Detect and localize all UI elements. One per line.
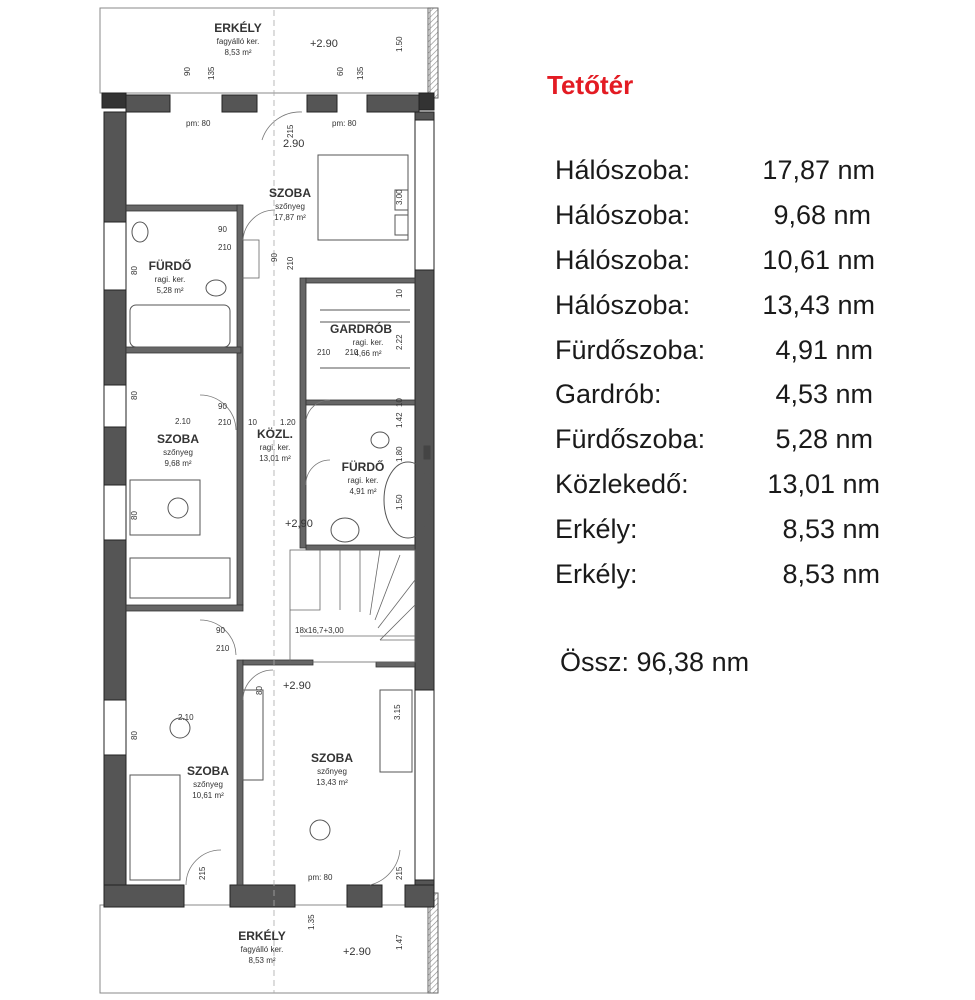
balcony-top-name: ERKÉLY xyxy=(214,21,262,35)
room-3-name: SZOBA xyxy=(157,432,199,446)
room-4-area: 13,01 m² xyxy=(259,454,291,463)
dim: 90 xyxy=(216,626,225,635)
room-7-floor: szőnyeg xyxy=(317,767,347,776)
legend-row-label: Hálószoba: xyxy=(555,245,691,275)
dim: 80 xyxy=(130,511,139,520)
dim: 10 xyxy=(395,289,404,298)
room-2-area: 4,66 m² xyxy=(354,349,382,358)
dim: 2.22 xyxy=(395,334,404,350)
dim: 90 xyxy=(270,253,279,262)
legend-row-value: 5,28 nm xyxy=(775,424,873,454)
dim: 1.20 xyxy=(280,418,296,427)
balcony-bottom-name: ERKÉLY xyxy=(238,929,286,943)
room-7-area: 13,43 m² xyxy=(316,778,348,787)
legend-row-label: Fürdőszoba: xyxy=(555,335,706,365)
room-4-name: KÖZL. xyxy=(257,427,293,441)
legend-row-label: Erkély: xyxy=(555,514,638,544)
dim: 1.35 xyxy=(307,914,316,930)
dim: 215 xyxy=(395,866,404,880)
legend-row-value: 8,53 nm xyxy=(782,514,880,544)
height-mark: +2.90 xyxy=(310,38,338,50)
legend-row-value: 4,91 nm xyxy=(775,335,873,365)
room-2-floor: ragi. ker. xyxy=(352,338,384,347)
dim: 1.50 xyxy=(395,36,404,52)
balcony-top-sub: fagyálló ker. xyxy=(216,37,260,46)
balcony-top xyxy=(100,8,438,98)
balcony-bottom-sub: fagyálló ker. xyxy=(240,945,284,954)
room-3-floor: szőnyeg xyxy=(163,448,193,457)
dim: 90 xyxy=(218,225,227,234)
legend-total: Össz: 96,38 nm xyxy=(560,647,750,677)
legend-row-label: Hálószoba: xyxy=(555,290,691,320)
dim: 215 xyxy=(286,124,295,138)
legend-row-label: Erkély: xyxy=(555,559,638,589)
legend-row-value: 9,68 nm xyxy=(773,200,871,230)
height-marks xyxy=(283,38,371,958)
legend-row-label: Hálószoba: xyxy=(555,200,691,230)
room-6-floor: szőnyeg xyxy=(193,780,223,789)
dim: 135 xyxy=(356,66,365,80)
room-3-area: 9,68 m² xyxy=(164,459,192,468)
height-mark: +2.90 xyxy=(283,680,311,692)
dim: 1.42 xyxy=(395,412,404,428)
legend-row-label: Közlekedő: xyxy=(555,469,689,499)
room-1-name: FÜRDŐ xyxy=(148,259,192,273)
balcony-bottom xyxy=(100,893,438,993)
dim: 210 xyxy=(345,348,359,357)
legend-row-label: Hálószoba: xyxy=(555,155,691,185)
dim: 80 xyxy=(255,686,264,695)
dim: pm: 80 xyxy=(332,119,357,128)
dim: 1.47 xyxy=(395,934,404,950)
dim: 135 xyxy=(207,66,216,80)
room-5-area: 4,91 m² xyxy=(349,487,377,496)
height-mark: +2,90 xyxy=(285,518,313,530)
dim: 210 xyxy=(218,418,232,427)
dim: 215 xyxy=(198,866,207,880)
dim: 2.10 xyxy=(178,713,194,722)
dim: 60 xyxy=(336,67,345,76)
dim: 210 xyxy=(286,256,295,270)
legend-row-value: 8,53 nm xyxy=(782,559,880,589)
dim: 1.80 xyxy=(395,446,404,462)
room-0-floor: szőnyeg xyxy=(275,202,305,211)
height-mark: 2.90 xyxy=(283,138,305,150)
stair xyxy=(290,550,415,662)
legend-row-value: 4,53 nm xyxy=(775,379,873,409)
room-5-floor: ragi. ker. xyxy=(347,476,379,485)
dim: 80 xyxy=(130,391,139,400)
legend-row-value: 13,43 nm xyxy=(762,290,875,320)
dim: 90 xyxy=(218,402,227,411)
balcony-bottom-area: 8,53 m² xyxy=(248,956,276,965)
height-mark: +2.90 xyxy=(343,946,371,958)
dim: 80 xyxy=(130,266,139,275)
dim: 210 xyxy=(216,644,230,653)
dim: 10 xyxy=(248,418,257,427)
dim: 1.50 xyxy=(395,494,404,510)
room-labels xyxy=(149,20,393,965)
stair-label: 18x16,7+3,00 xyxy=(295,626,344,635)
legend-row-label: Gardrób: xyxy=(555,379,662,409)
dim: 210 xyxy=(317,348,331,357)
legend-row-value: 13,01 nm xyxy=(767,469,880,499)
room-0-area: 17,87 m² xyxy=(274,213,306,222)
legend-row-value: 10,61 nm xyxy=(762,245,875,275)
room-0-name: SZOBA xyxy=(269,186,311,200)
room-2-name: GARDRÓB xyxy=(330,322,392,336)
room-1-floor: ragi. ker. xyxy=(154,275,186,284)
legend-title: Tetőtér xyxy=(547,70,634,100)
dim: pm: 80 xyxy=(308,873,333,882)
room-6-area: 10,61 m² xyxy=(192,791,224,800)
dim: 10 xyxy=(395,398,404,407)
dim: 3.00 xyxy=(395,189,404,205)
room-6-name: SZOBA xyxy=(187,764,229,778)
dim: 210 xyxy=(218,243,232,252)
legend-row-value: 17,87 nm xyxy=(762,155,875,185)
room-5-name: FÜRDŐ xyxy=(341,460,385,474)
dim: 90 xyxy=(183,67,192,76)
dim: 2.10 xyxy=(175,417,191,426)
interior-walls xyxy=(126,205,415,885)
room-7-name: SZOBA xyxy=(311,751,353,765)
room-1-area: 5,28 m² xyxy=(156,286,184,295)
legend-row-label: Fürdőszoba: xyxy=(555,424,706,454)
room-4-floor: ragi. ker. xyxy=(259,443,291,452)
dim: 80 xyxy=(130,731,139,740)
balcony-top-area: 8,53 m² xyxy=(224,48,252,57)
dim: 3.15 xyxy=(393,704,402,720)
dim: pm: 80 xyxy=(186,119,211,128)
